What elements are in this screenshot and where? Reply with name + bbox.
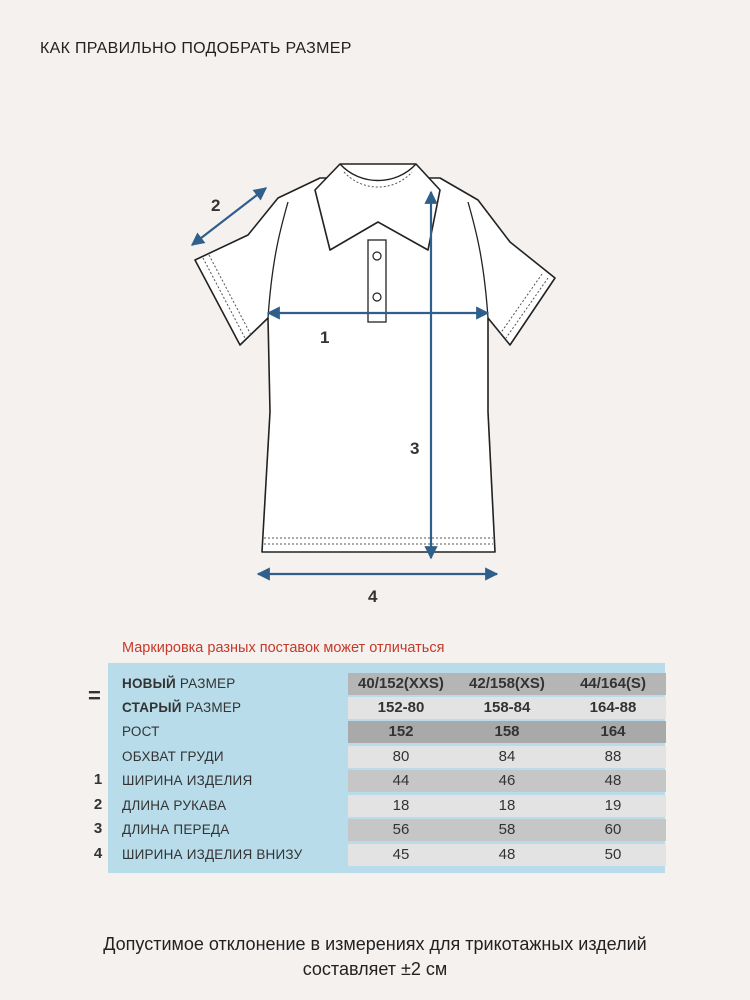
row-number: 2 bbox=[93, 796, 103, 813]
row-label: ШИРИНА ИЗДЕЛИЯ ВНИЗУ bbox=[122, 847, 303, 862]
table-cell: 48 bbox=[498, 846, 516, 863]
table-row bbox=[116, 769, 658, 793]
polo-shirt-diagram bbox=[0, 150, 750, 620]
tolerance-line-1: Допустимое отклонение в измерениях для трикотажных изделий bbox=[103, 934, 647, 954]
row-values bbox=[348, 844, 666, 866]
row-label: ДЛИНА РУКАВА bbox=[122, 798, 227, 813]
row-values bbox=[348, 697, 666, 719]
table-cell: 164-88 bbox=[589, 699, 637, 716]
table-cell: 18 bbox=[392, 797, 410, 814]
polo-shirt-svg bbox=[0, 150, 750, 620]
table-cell: 88 bbox=[604, 748, 622, 765]
table-cell: 80 bbox=[392, 748, 410, 765]
row-values bbox=[348, 770, 666, 792]
row-number: 3 bbox=[93, 820, 103, 837]
table-cell: 50 bbox=[604, 846, 622, 863]
row-label: РОСТ bbox=[122, 724, 160, 739]
row-number: 1 bbox=[93, 771, 103, 788]
table-cell: 45 bbox=[392, 846, 410, 863]
button-top bbox=[373, 252, 381, 260]
button-bottom bbox=[373, 293, 381, 301]
row-number: 4 bbox=[93, 845, 103, 862]
table-row bbox=[116, 818, 658, 842]
label-1: 1 bbox=[320, 328, 330, 347]
row-label: ШИРИНА ИЗДЕЛИЯ bbox=[122, 773, 253, 788]
table-row bbox=[116, 794, 658, 818]
table-cell: 60 bbox=[604, 821, 622, 838]
table-row bbox=[116, 843, 658, 867]
table-cell: 152 bbox=[388, 723, 414, 740]
label-4: 4 bbox=[368, 587, 378, 606]
row-values bbox=[348, 746, 666, 768]
table-cell: 40/152(XXS) bbox=[358, 675, 444, 692]
table-cell: 158 bbox=[494, 723, 520, 740]
size-table bbox=[108, 663, 665, 873]
table-row bbox=[116, 672, 658, 696]
table-cell: 46 bbox=[498, 772, 516, 789]
table-cell: 44 bbox=[392, 772, 410, 789]
table-cell: 18 bbox=[498, 797, 516, 814]
table-cell: 84 bbox=[498, 748, 516, 765]
row-label: НОВЫЙ РАЗМЕР bbox=[122, 676, 236, 691]
table-cell: 42/158(XS) bbox=[469, 675, 545, 692]
table-cell: 58 bbox=[498, 821, 516, 838]
shirt-body bbox=[195, 178, 555, 552]
table-cell: 152-80 bbox=[377, 699, 425, 716]
page-title: КАК ПРАВИЛЬНО ПОДОБРАТЬ РАЗМЕР bbox=[40, 40, 352, 57]
table-row bbox=[116, 745, 658, 769]
table-row bbox=[116, 696, 658, 720]
row-label: СТАРЫЙ РАЗМЕР bbox=[122, 700, 242, 715]
tolerance-line-2: составляет ±2 см bbox=[302, 959, 448, 979]
supply-note: Маркировка разных поставок может отличаться bbox=[122, 640, 445, 656]
row-values bbox=[348, 721, 666, 743]
table-cell: 164 bbox=[600, 723, 626, 740]
row-label: ОБХВАТ ГРУДИ bbox=[122, 749, 224, 764]
row-values bbox=[348, 673, 666, 695]
table-cell: 48 bbox=[604, 772, 622, 789]
label-2: 2 bbox=[211, 196, 221, 215]
row-values bbox=[348, 819, 666, 841]
row-label: ДЛИНА ПЕРЕДА bbox=[122, 822, 230, 837]
label-3: 3 bbox=[410, 439, 420, 458]
tolerance-note bbox=[0, 932, 750, 982]
row-values bbox=[348, 795, 666, 817]
table-cell: 44/164(S) bbox=[580, 675, 646, 692]
table-row bbox=[116, 720, 658, 744]
table-cell: 19 bbox=[604, 797, 622, 814]
equals-sign: = bbox=[88, 683, 101, 708]
table-cell: 158-84 bbox=[483, 699, 531, 716]
table-cell: 56 bbox=[392, 821, 410, 838]
